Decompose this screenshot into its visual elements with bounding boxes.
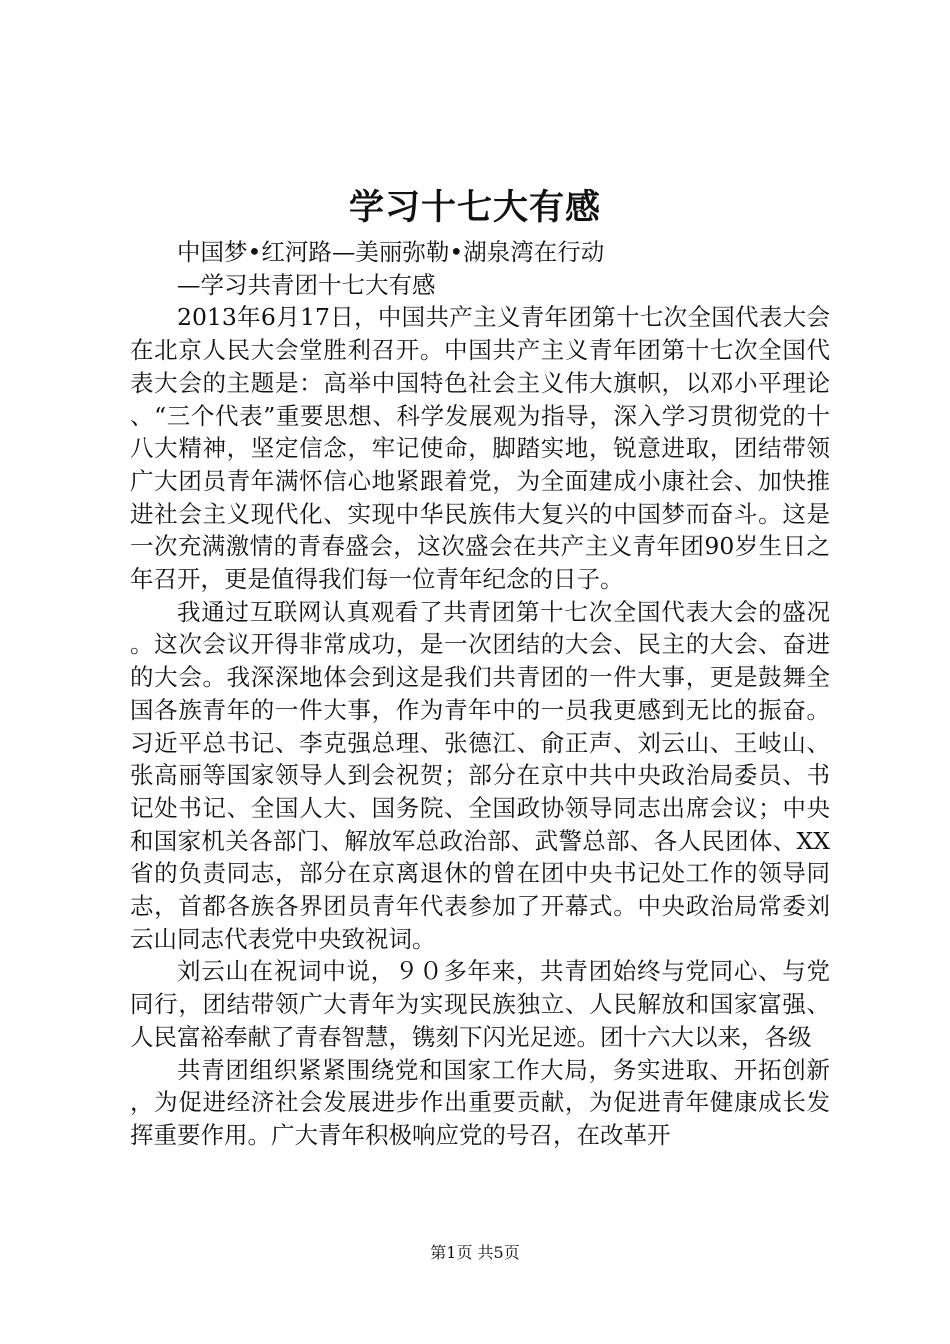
body-paragraph: 我通过互联网认真观看了共青团第十七次全国代表大会的盛况。这次会议开得非常成功，是一次团结的大会、民主的大会、奋进的大会。我深深地体会到这是我们共青团的一件大事，更是鼓舞全国各族青年的一件大事，作为青年中的一员我更感到无比的振奋。习近平总书记、李克强总理、张德江、俞正声、刘云山、王岐山、张高丽等国家领导人到会祝贺；部分在京中共中央政治局委员、书记处书记、全国人大、国务院、全国政协领导同志出席会议；中央和国家机关各部门、解放军总政治部、武警总部、各人民团体、XX省的负责同志，部分在京离退休的曾在团中央书记处工作的领导同志，首都各族各界团员青年代表参加了开幕式。中央政治局常委刘云山同志代表党中央致祝词。 (130, 597, 830, 953)
document-body (130, 236, 830, 1152)
body-paragraph: 共青团组织紧紧围绕党和国家工作大局，务实进取、开拓创新，为促进经济社会发展进步作出重要贡献，为促进青年健康成长发挥重要作用。广大青年积极响应党的号召，在改革开 (130, 1055, 830, 1149)
body-paragraph: 2013年6月17日，中国共产主义青年团第十七次全国代表大会在北京人民大会堂胜利召开。中国共产主义青年团第十七次全国代表大会的主题是：高举中国特色社会主义伟大旗帜，以邓小平理论、“三个代表”重要思想、科学发展观为指导，深入学习贯彻党的十八大精神，坚定信念，牢记使命，脚踏实地，锐意进取，团结带领广大团员青年满怀信心地紧跟着党，为全面建成小康社会、加快推进社会主义现代化、实现中华民族伟大复兴的中国梦而奋斗。这是一次充满激情的青春盛会，这次盛会在共产主义青年团90岁生日之年召开，更是值得我们每一位青年纪念的日子。 (130, 303, 830, 594)
subtitle-line-2: —学习共青团十七大有感 (177, 270, 436, 299)
body-paragraph: 刘云山在祝词中说，９０多年来，共青团始终与党同心、与党同行，团结带领广大青年为实现民族独立、人民解放和国家富强、人民富裕奉献了青春智慧，镌刻下闪光足迹。团十六大以来，各级 (130, 957, 830, 1051)
document-title: 学习十七大有感 (348, 187, 601, 228)
subtitle-line-1: 中国梦•红河路—美丽弥勒•湖泉湾在行动 (177, 238, 605, 266)
page-footer: 第1页 共5页 (430, 1243, 520, 1262)
